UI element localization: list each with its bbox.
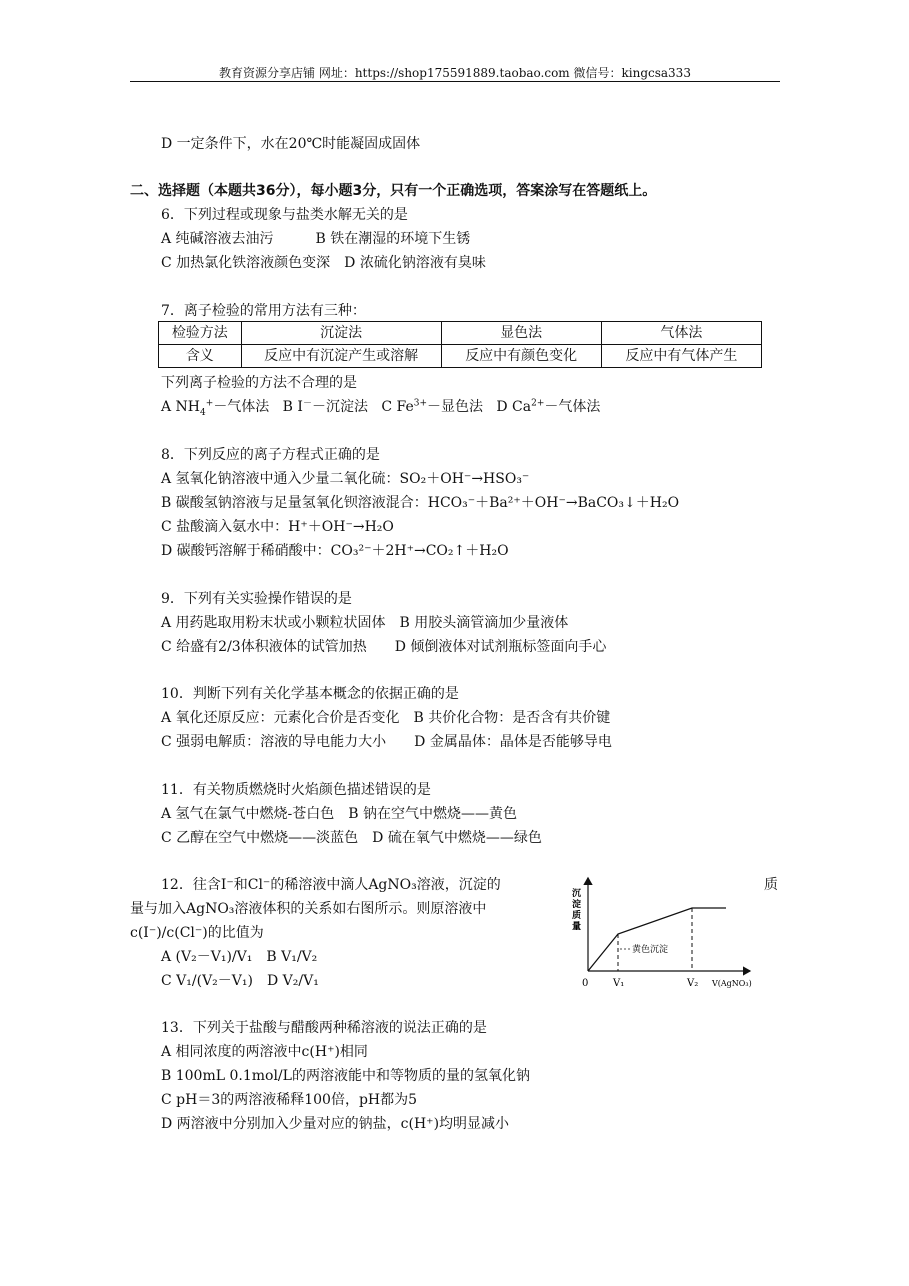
q6-stem: 6．下列过程或现象与盐类水解无关的是: [161, 207, 408, 223]
v2-label: V₂: [687, 978, 699, 989]
q7-stem: 7．离子检验的常用方法有三种：: [161, 303, 366, 319]
q8-stem: 8．下列反应的离子方程式正确的是: [161, 447, 380, 463]
table-cell: 显色法: [441, 322, 601, 345]
page-header: 教育资源分享店铺 网址：https://shop175591889.taobao.com 微信号：kingcsa333: [219, 66, 691, 80]
q12-stem-line1: 12．往含I⁻和Cl⁻的稀溶液中滴人AgNO₃溶液，沉淀的: [161, 877, 501, 893]
table-cell: 沉淀法: [241, 322, 441, 345]
q9-options-cd: C 给盛有2/3体积液体的试管加热 D 倾倒液体对试剂瓶标签面向手心: [161, 639, 607, 655]
q13-option-c: C pH＝3的两溶液稀释100倍，pH都为5: [161, 1092, 418, 1108]
q7-option-b-text: B I: [282, 399, 303, 415]
q7-option-a-sub: 4: [200, 407, 206, 418]
q6-options-ab: A 纯碱溶液去油污 B 铁在潮湿的环境下生锈: [161, 231, 471, 247]
table-cell: 反应中有气体产生: [601, 345, 761, 368]
q7-option-c-method: －显色法: [427, 399, 484, 415]
q8-option-a: A 氢氧化钠溶液中通入少量二氧化硫：SO₂＋OH⁻→HSO₃⁻: [161, 471, 530, 487]
q10-options-ab: A 氧化还原反应：元素化合价是否变化 B 共价化合物：是否含有共价键: [161, 710, 611, 726]
q7-question: 下列离子检验的方法不合理的是: [161, 375, 357, 391]
q7-option-d-sup: 2+: [531, 398, 545, 409]
v1-label: V₁: [613, 978, 625, 989]
section-title: 二、选择题（本题共36分），每小题3分，只有一个正确选项，答案涂写在答题纸上。: [130, 183, 657, 199]
q11-options-ab: A 氢气在氯气中燃烧-苍白色 B 钠在空气中燃烧——黄色: [161, 806, 518, 822]
q13-option-b: B 100mL 0.1mol/L的两溶液能中和等物质的量的氢氧化钠: [161, 1068, 530, 1084]
y-label-char: 沉: [572, 889, 582, 899]
q12-stem-line1-end: 质: [764, 877, 778, 893]
table-cell: 反应中有沉淀产生或溶解: [241, 345, 441, 368]
q10-stem: 10．判断下列有关化学基本概念的依据正确的是: [161, 686, 459, 702]
table-row: [159, 345, 762, 368]
table-cell: 气体法: [601, 322, 761, 345]
q7-option-a-method: －气体法: [213, 399, 270, 415]
q13-option-d: D 两溶液中分别加入少量对应的钠盐，c(H⁺)均明显减小: [161, 1116, 510, 1132]
table-row: [159, 322, 762, 345]
q7-options: [161, 398, 600, 416]
y-label-char: 量: [572, 922, 582, 932]
q7-option-c-sup: 3+: [413, 398, 428, 409]
q6-options-cd: C 加热氯化铁溶液颜色变深 D 浓硫化钠溶液有臭味: [161, 255, 486, 271]
q12-options-cd: C V₁/(V₂－V₁) D V₂/V₁: [161, 973, 319, 989]
q7-option-d: [496, 399, 600, 415]
yellow-precipitate-label: 黄色沉淀: [632, 945, 669, 955]
q7-option-c: [381, 399, 483, 415]
header-rule: [130, 81, 780, 82]
q9-options-ab: A 用药匙取用粉末状或小颗粒状固体 B 用胶头滴管滴加少量液体: [161, 615, 569, 631]
q13-option-a: A 相同浓度的两溶液中c(H⁺)相同: [161, 1044, 368, 1060]
q12-stem-line3: c(I⁻)/c(Cl⁻)的比值为: [130, 925, 264, 941]
q7-option-b-method: －沉淀法: [311, 399, 368, 415]
q7-option-a-text: A NH: [161, 399, 201, 415]
origin-label: 0: [582, 978, 589, 989]
precipitate-mass-graph: [566, 872, 756, 994]
q7-option-a-sup: +: [205, 398, 214, 409]
q7-option-b-sup: －: [302, 398, 312, 409]
prev-question-option-d: D 一定条件下，水在20℃时能凝固成固体: [161, 136, 421, 152]
q12-stem-line2: 量与加入AgNO₃溶液体积的关系如右图所示。则原溶液中: [130, 901, 487, 917]
x-axis-label: V(AgNO₃): [712, 979, 752, 988]
q8-option-d: D 碳酸钙溶解于稀硝酸中：CO₃²⁻＋2H⁺→CO₂↑＋H₂O: [161, 543, 509, 559]
q7-option-d-text: D Ca: [496, 399, 532, 415]
q12-options-ab: A (V₂－V₁)/V₁ B V₁/V₂: [161, 949, 318, 965]
q13-stem: 13．下列关于盐酸与醋酸两种稀溶液的说法正确的是: [161, 1020, 487, 1036]
table-cell: 含义: [159, 345, 242, 368]
q8-option-b: B 碳酸氢钠溶液与足量氢氧化钡溶液混合：HCO₃⁻＋Ba²⁺＋OH⁻→BaCO₃↓＋H₂O: [161, 495, 680, 511]
q7-option-d-method: －气体法: [544, 399, 601, 415]
q10-options-cd: C 强弱电解质：溶液的导电能力大小 D 金属晶体：晶体是否能够导电: [161, 734, 612, 750]
q7-option-c-text: C Fe: [381, 399, 414, 415]
mass-curve: [588, 908, 726, 971]
y-label-char: 质: [572, 911, 582, 921]
q7-option-a: [161, 398, 270, 418]
q11-stem: 11．有关物质燃烧时火焰颜色描述错误的是: [161, 782, 431, 798]
q8-option-c: C 盐酸滴入氨水中：H⁺＋OH⁻→H₂O: [161, 519, 394, 535]
q7-option-b: [283, 399, 368, 415]
detection-methods-table: [158, 321, 762, 368]
q11-options-cd: C 乙醇在空气中燃烧——淡蓝色 D 硫在氧气中燃烧——绿色: [161, 830, 542, 846]
table-cell: 检验方法: [159, 322, 242, 345]
y-label-char: 淀: [572, 900, 582, 910]
table-cell: 反应中有颜色变化: [441, 345, 601, 368]
q9-stem: 9．下列有关实验操作错误的是: [161, 591, 352, 607]
